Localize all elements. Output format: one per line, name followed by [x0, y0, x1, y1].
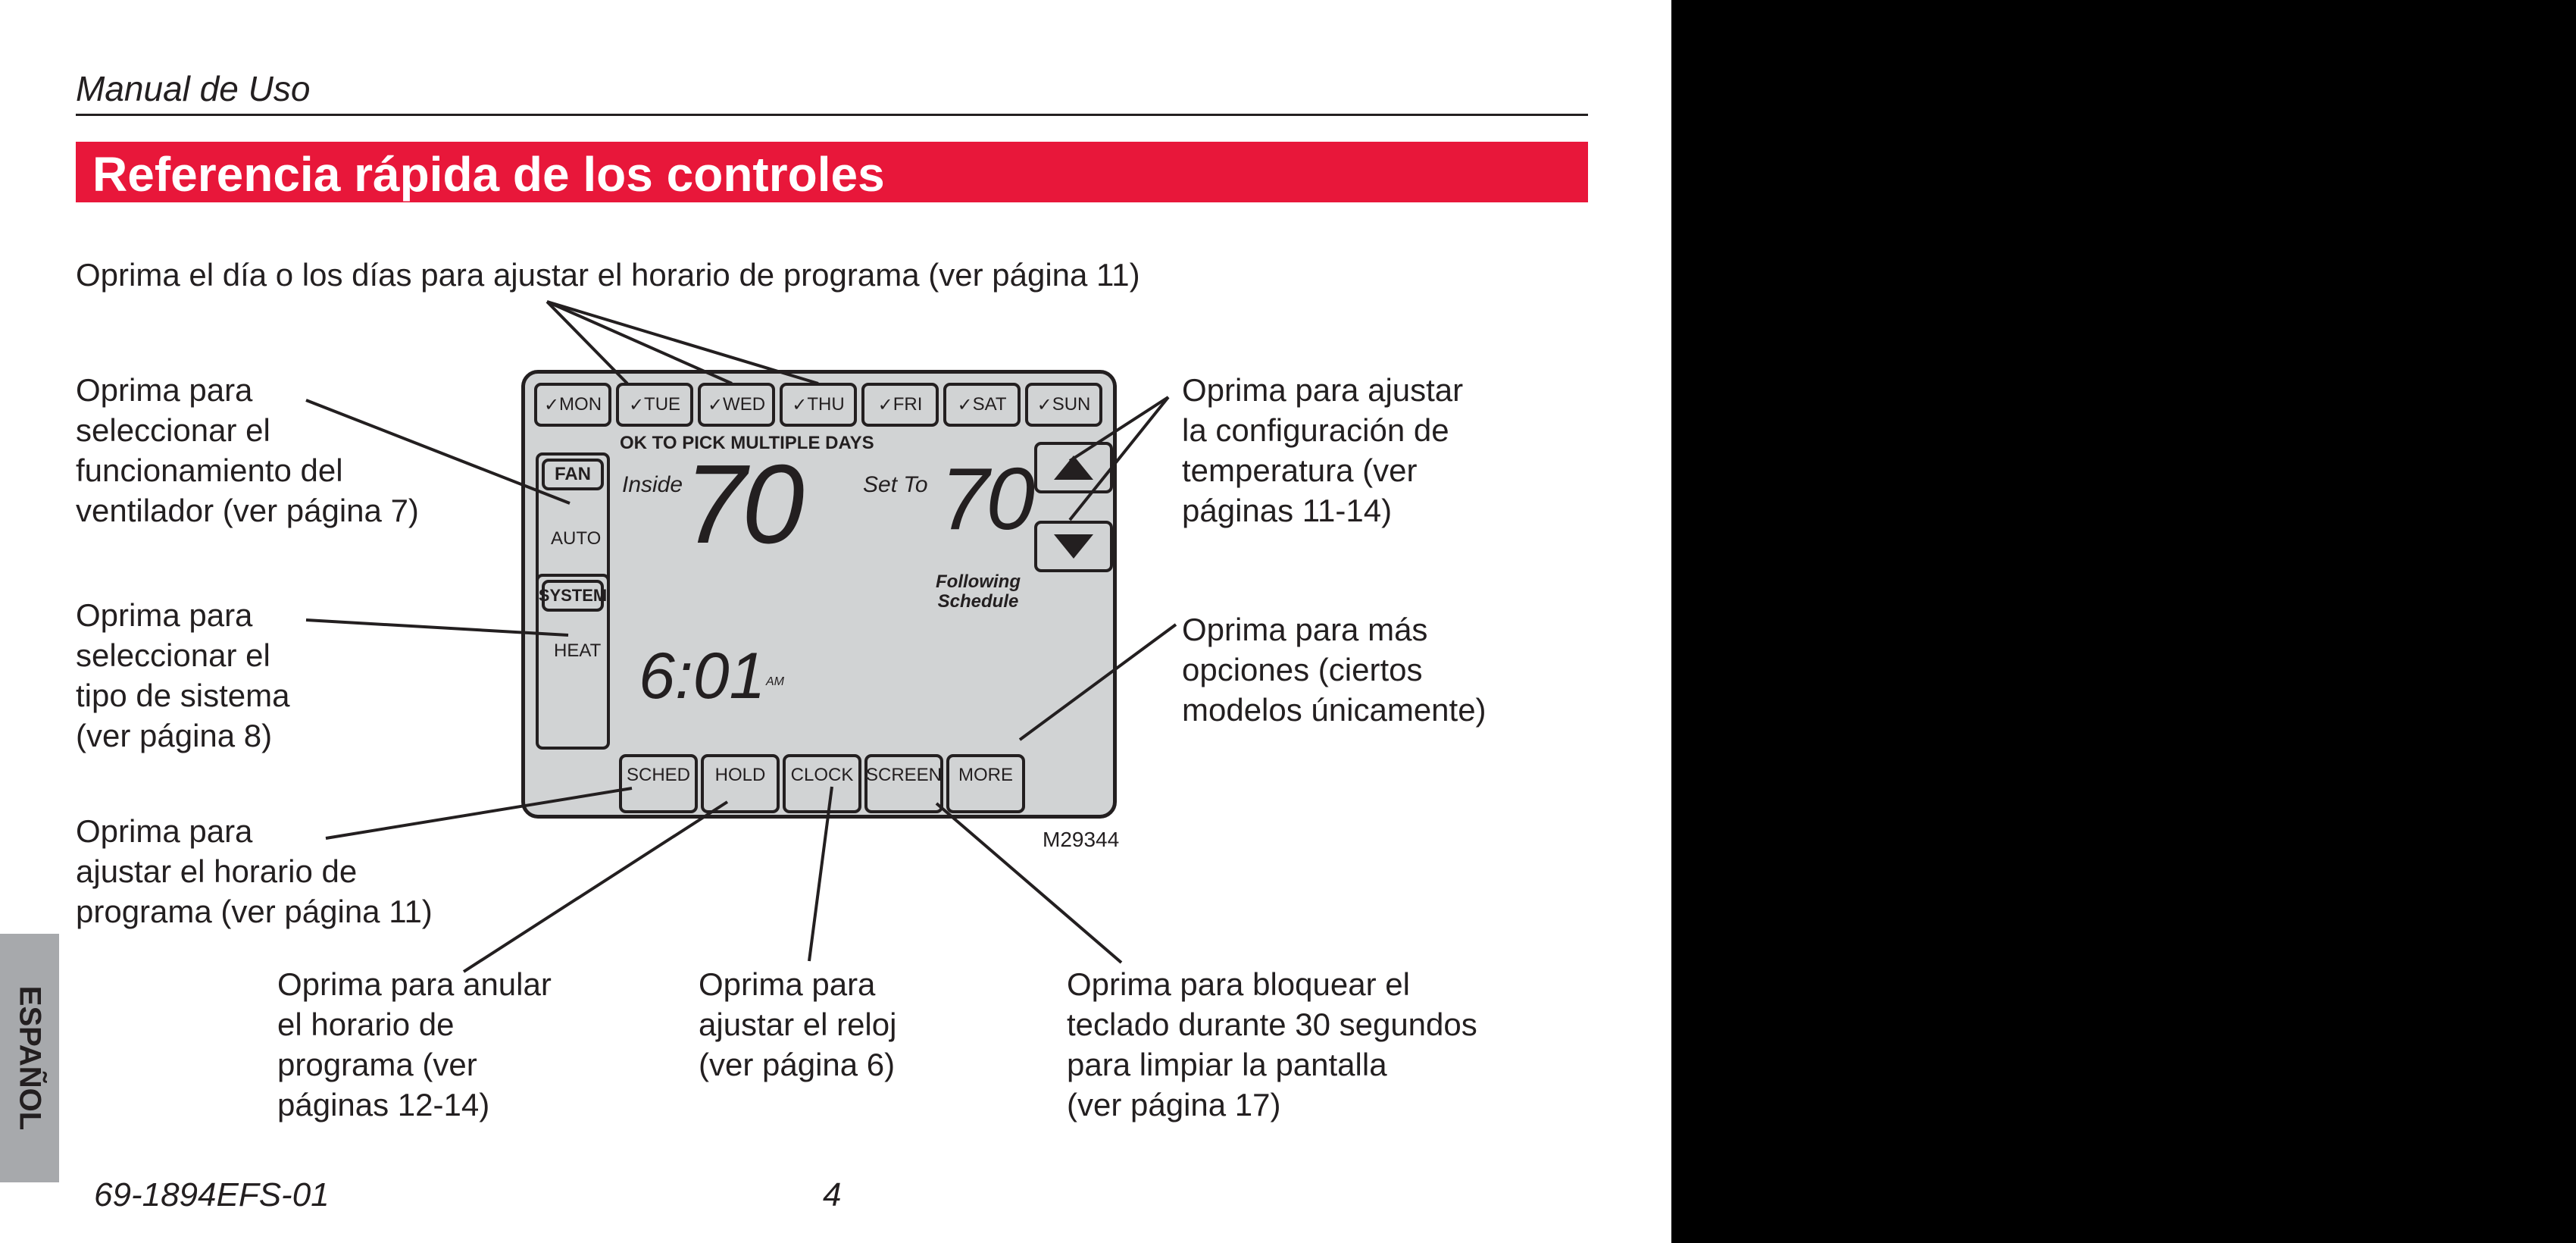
clock-button[interactable]: CLOCK	[783, 754, 861, 813]
callout-system: Oprima para seleccionar el tipo de sistema (ver página 8)	[76, 597, 290, 753]
callout-fan: Oprima para seleccionar el funcionamiento del ventilador (ver página 7)	[76, 372, 419, 528]
language-tab	[0, 934, 59, 1182]
set-to-label: Set To	[863, 472, 928, 497]
page-number: 4	[823, 1176, 842, 1213]
callout-temperature: Oprima para ajustar la configuración de temperatura (ver páginas 11-14)	[1182, 372, 1464, 528]
inside-temp: 70	[684, 442, 800, 567]
day-key-fri[interactable]: ✓ FRI	[861, 383, 939, 427]
day-key-sat[interactable]: ✓ SAT	[943, 383, 1021, 427]
day-key-wed[interactable]: ✓ WED	[698, 383, 775, 427]
sched-button[interactable]: SCHED	[619, 754, 698, 813]
set-temp: 70	[940, 449, 1033, 548]
inside-label: Inside	[622, 472, 683, 497]
callout-clock: Oprima para ajustar el reloj (ver página 6)	[699, 966, 897, 1082]
manual-title: Manual de Uso	[76, 69, 311, 108]
callout-more: Oprima para más opciones (ciertos modelos únicamente)	[1182, 612, 1487, 728]
language-tab-label: ESPAÑOL	[13, 985, 47, 1131]
day-key-thu[interactable]: ✓ THU	[780, 383, 857, 427]
fan-label: FAN	[542, 459, 604, 490]
clock-display: 6:01	[639, 640, 766, 712]
callout-schedule: Oprima para ajustar el horario de programa (ver página 11)	[76, 813, 433, 929]
callout-screen: Oprima para bloquear el teclado durante 30 segundos para limpiar la pantalla (ver página 17)	[1067, 966, 1477, 1122]
day-key-sun[interactable]: ✓ SUN	[1025, 383, 1102, 427]
day-key-mon[interactable]: ✓ MON	[534, 383, 611, 427]
hold-button[interactable]: HOLD	[701, 754, 780, 813]
ampm-indicator: AM	[766, 675, 784, 688]
system-mode: HEAT	[554, 640, 602, 661]
multi-days-note: OK TO PICK MULTIPLE DAYS	[620, 433, 874, 453]
callout-days: Oprima el día o los días para ajustar el horario de programa (ver página 11)	[76, 257, 1140, 293]
day-key-tue[interactable]: ✓ TUE	[616, 383, 693, 427]
document-code: 69-1894EFS-01	[94, 1176, 330, 1213]
more-button[interactable]: MORE	[946, 754, 1025, 813]
schedule-status: Following Schedule	[936, 571, 1021, 612]
system-label: SYSTEM	[542, 580, 604, 612]
fan-mode: AUTO	[551, 528, 602, 549]
section-title: Referencia rápida de los controles	[92, 147, 885, 202]
callout-hold: Oprima para anular el horario de programa (ver páginas 12-14)	[277, 966, 552, 1122]
model-number: M29344	[1043, 828, 1120, 851]
screen-button[interactable]: SCREEN	[864, 754, 943, 813]
